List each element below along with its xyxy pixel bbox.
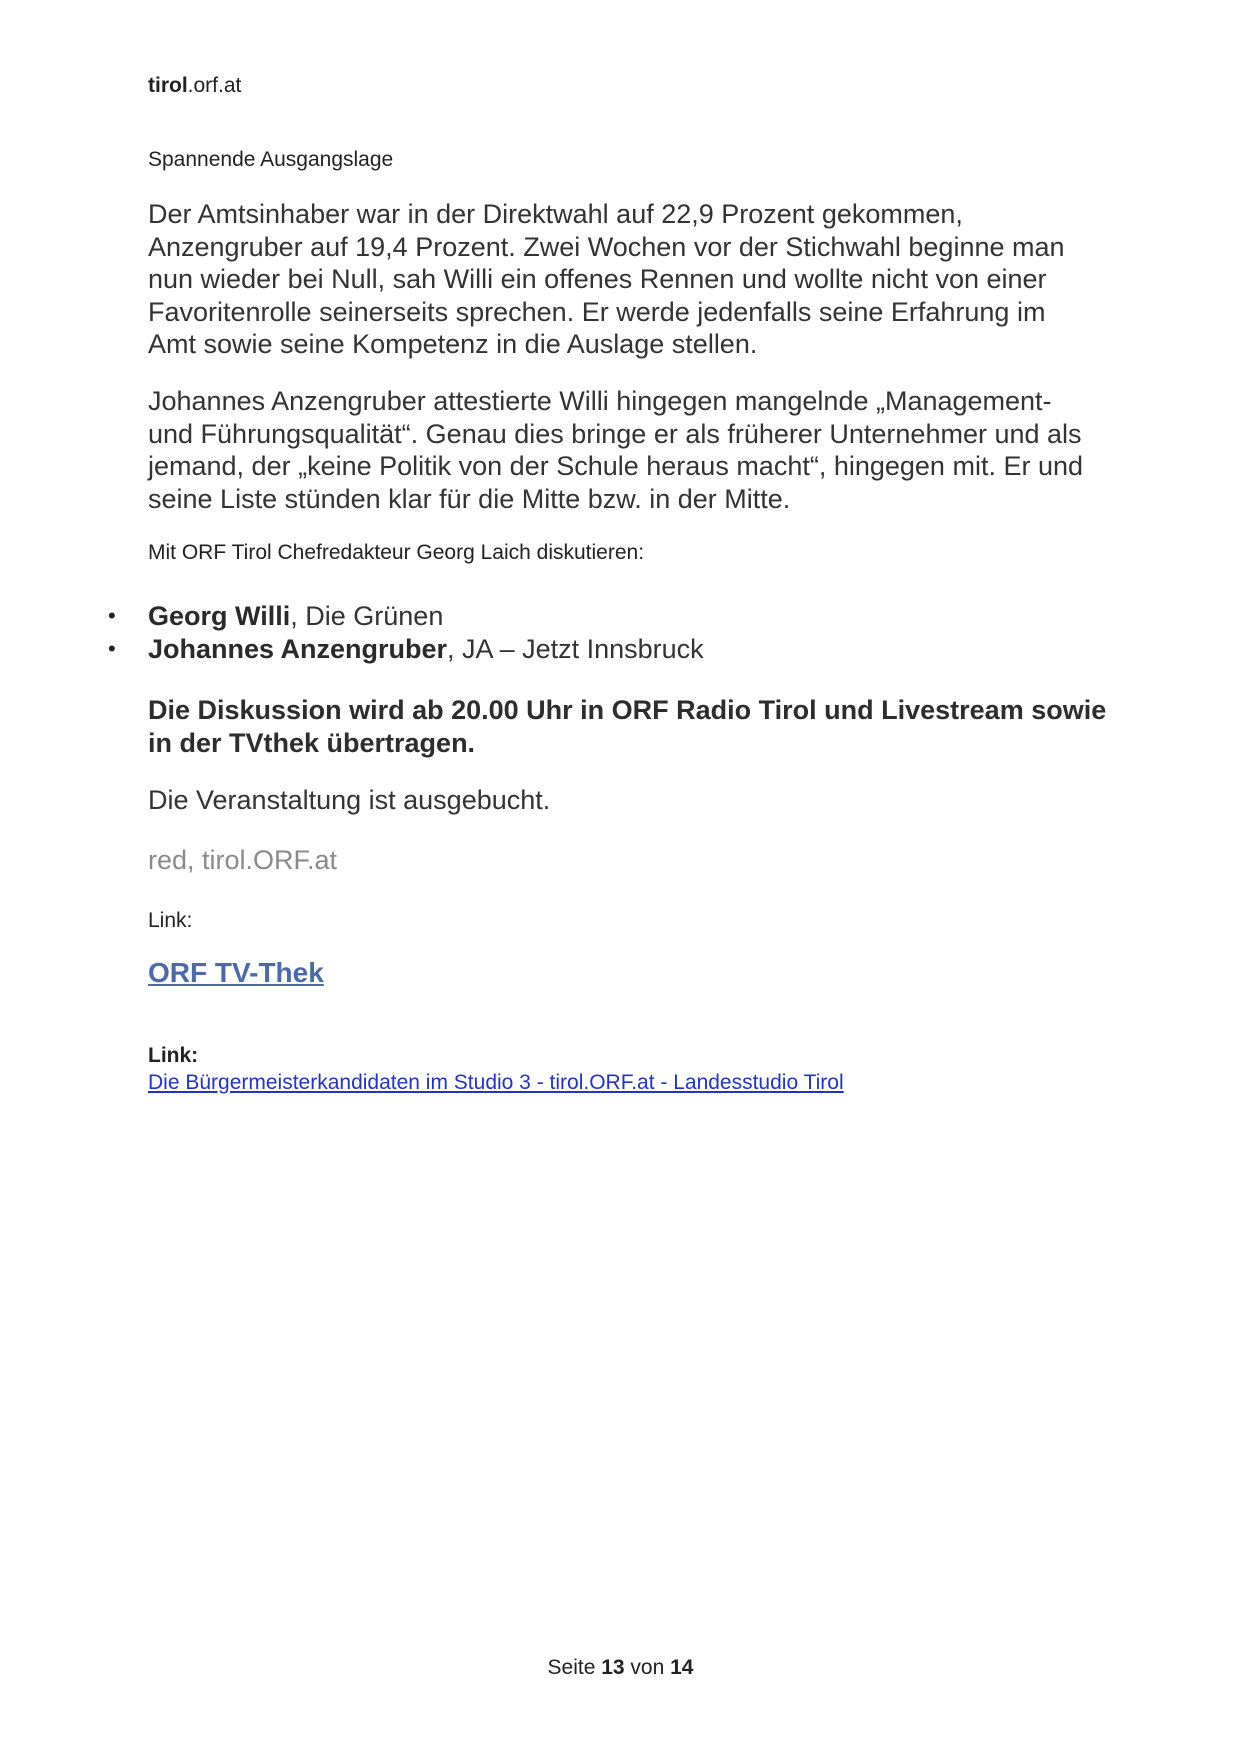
link-label: Link: [148,1044,199,1067]
discussion-intro: Mit ORF Tirol Chefredakteur Georg Laich diskutieren: [148,541,645,564]
article-paragraph-1: Der Amtsinhaber war in der Direktwahl auf 22,9 Prozent gekommen, Anzengruber auf 19,4 Prozent. Zwei Wochen vor der Stichwahl beginne man nun wieder bei Null, sah Willi ein offenes Rennen und wollte nicht von einer Favoritenrolle seinerseits sprechen. Er werde jedenfalls seine Erfahrung im Amt sowie seine Kompetenz in die Auslage stellen. [148,199,1065,359]
participant-party: , Die Grünen [290,601,444,631]
tvthek-link[interactable]: ORF TV-Thek [148,957,324,988]
source-article-link[interactable]: Die Bürgermeisterkandidaten im Studio 3 - tirol.ORF.at - Landesstudio Tirol [148,1071,844,1094]
list-item [108,633,704,666]
site-name-rest: .orf.at [187,74,242,97]
participant-party: , JA – Jetzt Innsbruck [447,633,704,664]
article-subheading: Spannende Ausgangslage [148,148,394,171]
footer-prefix: Seite [547,1656,602,1679]
participant-name: Johannes Anzengruber [148,633,448,664]
list-item [108,600,704,633]
current-page-number: 13 [601,1656,625,1679]
bullet-icon: • [108,603,116,628]
site-name-bold: tirol [148,74,188,97]
participant-name: Georg Willi [148,601,291,631]
site-name [148,74,241,98]
page-footer [0,1656,1241,1680]
bullet-icon: • [108,635,116,661]
article-credit: red, tirol.ORF.at [148,845,338,875]
article-paragraph-2: Johannes Anzengruber attestierte Willi hingegen mangelnde „Management- und Führungsqualität“. Genau dies bringe er als früherer Unternehmer und als jemand, der „keine Politik von der Schule heraus macht“, hingegen mit. Er und seine Liste stünden klar für die Mitte bzw. in der Mitte. [148,386,1083,514]
participant-list [108,600,704,665]
sold-out-note: Die Veranstaltung ist ausgebucht. [148,785,551,815]
broadcast-note: Die Diskussion wird ab 20.00 Uhr in ORF Radio Tirol und Livestream sowie in der TVthek übertragen. [148,695,1107,758]
total-page-number: 14 [670,1656,694,1679]
link-label: Link: [148,909,193,932]
footer-middle: von [624,1656,671,1679]
